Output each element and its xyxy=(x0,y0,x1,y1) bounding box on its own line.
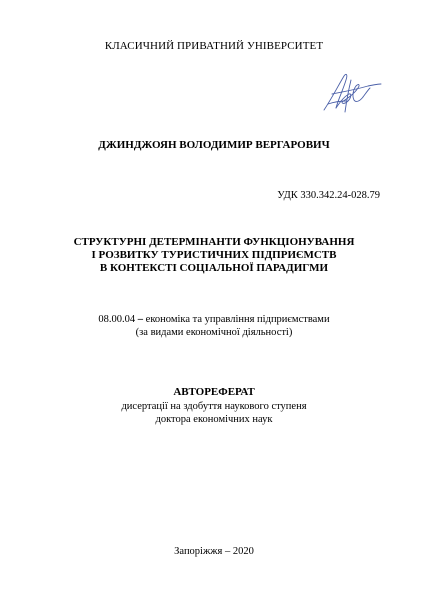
title-line: І РОЗВИТКУ ТУРИСТИЧНИХ ПІДПРИЄМСТВ xyxy=(91,249,337,261)
specialty-line xyxy=(0,313,428,326)
dissertation-title xyxy=(0,236,428,275)
author-name: ДЖИНДЖОЯН ВОЛОДИМИР ВЕРГАРОВИЧ xyxy=(98,139,330,151)
specialty-code: 08.00.04 xyxy=(98,314,136,325)
specialty-name: економіка та управління підприємствами xyxy=(145,314,330,325)
title-line: СТРУКТУРНІ ДЕТЕРМІНАНТИ ФУНКЦІОНУВАННЯ xyxy=(73,236,355,248)
abstract-heading: АВТОРЕФЕРАТ xyxy=(173,386,255,398)
udc-code: УДК 330.342.24-028.79 xyxy=(277,190,380,201)
abstract-line: доктора економічних наук xyxy=(155,414,273,425)
place-and-year: Запоріжжя – 2020 xyxy=(174,546,254,557)
university-name: КЛАСИЧНИЙ ПРИВАТНИЙ УНІВЕРСИТЕТ xyxy=(104,40,324,52)
specialty-qualifier: (за видами економічної діяльності) xyxy=(135,327,293,338)
specialty-dash: – xyxy=(137,314,144,325)
abstract-line: дисертації на здобуття наукового ступеня xyxy=(121,401,307,412)
specialty-block xyxy=(0,313,428,339)
title-line: В КОНТЕКСТІ СОЦІАЛЬНОЇ ПАРАДИГМИ xyxy=(99,262,329,274)
abstract-block xyxy=(0,386,428,426)
signature-icon xyxy=(318,68,384,116)
